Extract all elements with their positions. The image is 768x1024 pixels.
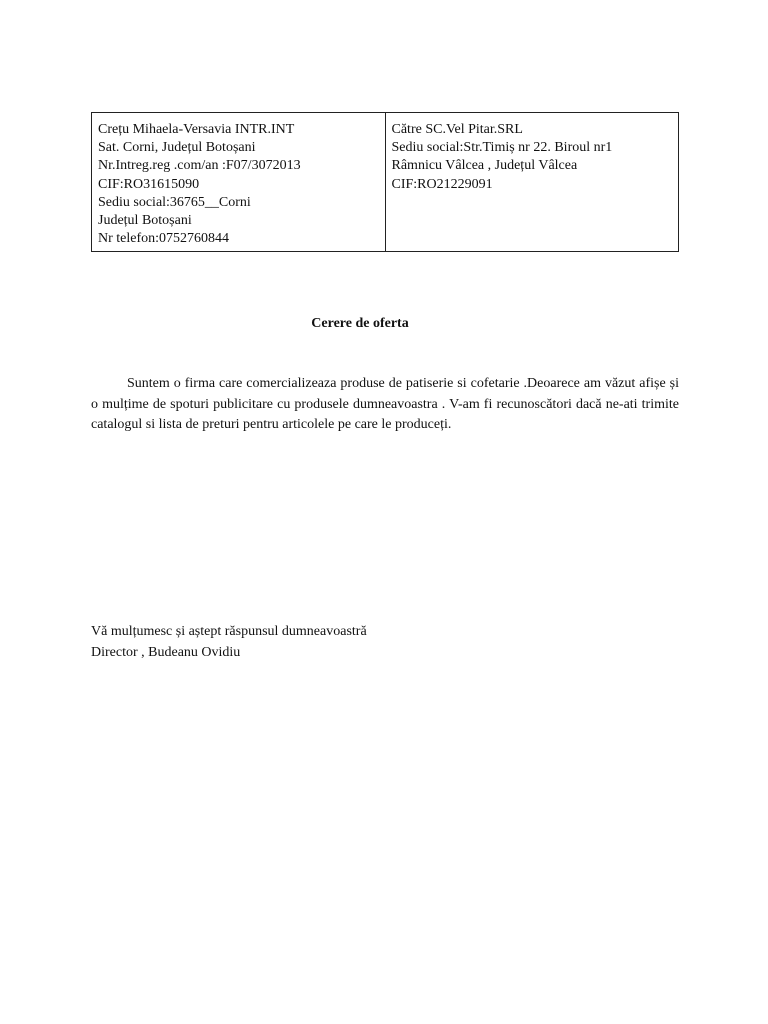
recipient-block bbox=[385, 113, 679, 252]
sender-office: Sediu social:36765__Corni bbox=[98, 194, 251, 210]
sender-name: Crețu Mihaela-Versavia INTR.INT bbox=[98, 122, 295, 137]
address-table bbox=[91, 112, 679, 252]
closing-block bbox=[91, 621, 367, 663]
sender-county: Județul Botoșani bbox=[98, 213, 192, 229]
document-title: Cerere de oferta bbox=[311, 316, 409, 331]
recipient-office: Sediu social:Str.Timiș nr 22. Biroul nr1 bbox=[391, 140, 613, 156]
body-paragraph: Suntem o firma care comercializeaza produse de patiserie si cofetarie .Deoarece am văzut afișe și o mulțime de spoturi publicitare cu produsele dumneavoastra . V-am fi recunoscători dacă ne-ati trimite catalogul si lista de preturi pentru articolele pe care le produceți. bbox=[91, 376, 679, 432]
signature: Director , Budeanu Ovidiu bbox=[91, 645, 241, 660]
sender-address: Sat. Corni, Județul Botoșani bbox=[98, 140, 256, 156]
recipient-name: Către SC.Vel Pitar.SRL bbox=[391, 122, 523, 137]
recipient-city: Râmnicu Vâlcea , Județul Vâlcea bbox=[391, 158, 578, 174]
sender-phone: Nr telefon:0752760844 bbox=[98, 231, 230, 247]
sender-cif: CIF:RO31615090 bbox=[98, 176, 200, 192]
sender-registration: Nr.Intreg.reg .com/an :F07/3072013 bbox=[98, 158, 301, 174]
sender-block bbox=[92, 113, 386, 252]
recipient-cif: CIF:RO21229091 bbox=[391, 176, 493, 192]
closing-thanks: Vă mulțumesc și aștept răspunsul dumneavoastră bbox=[91, 624, 367, 639]
